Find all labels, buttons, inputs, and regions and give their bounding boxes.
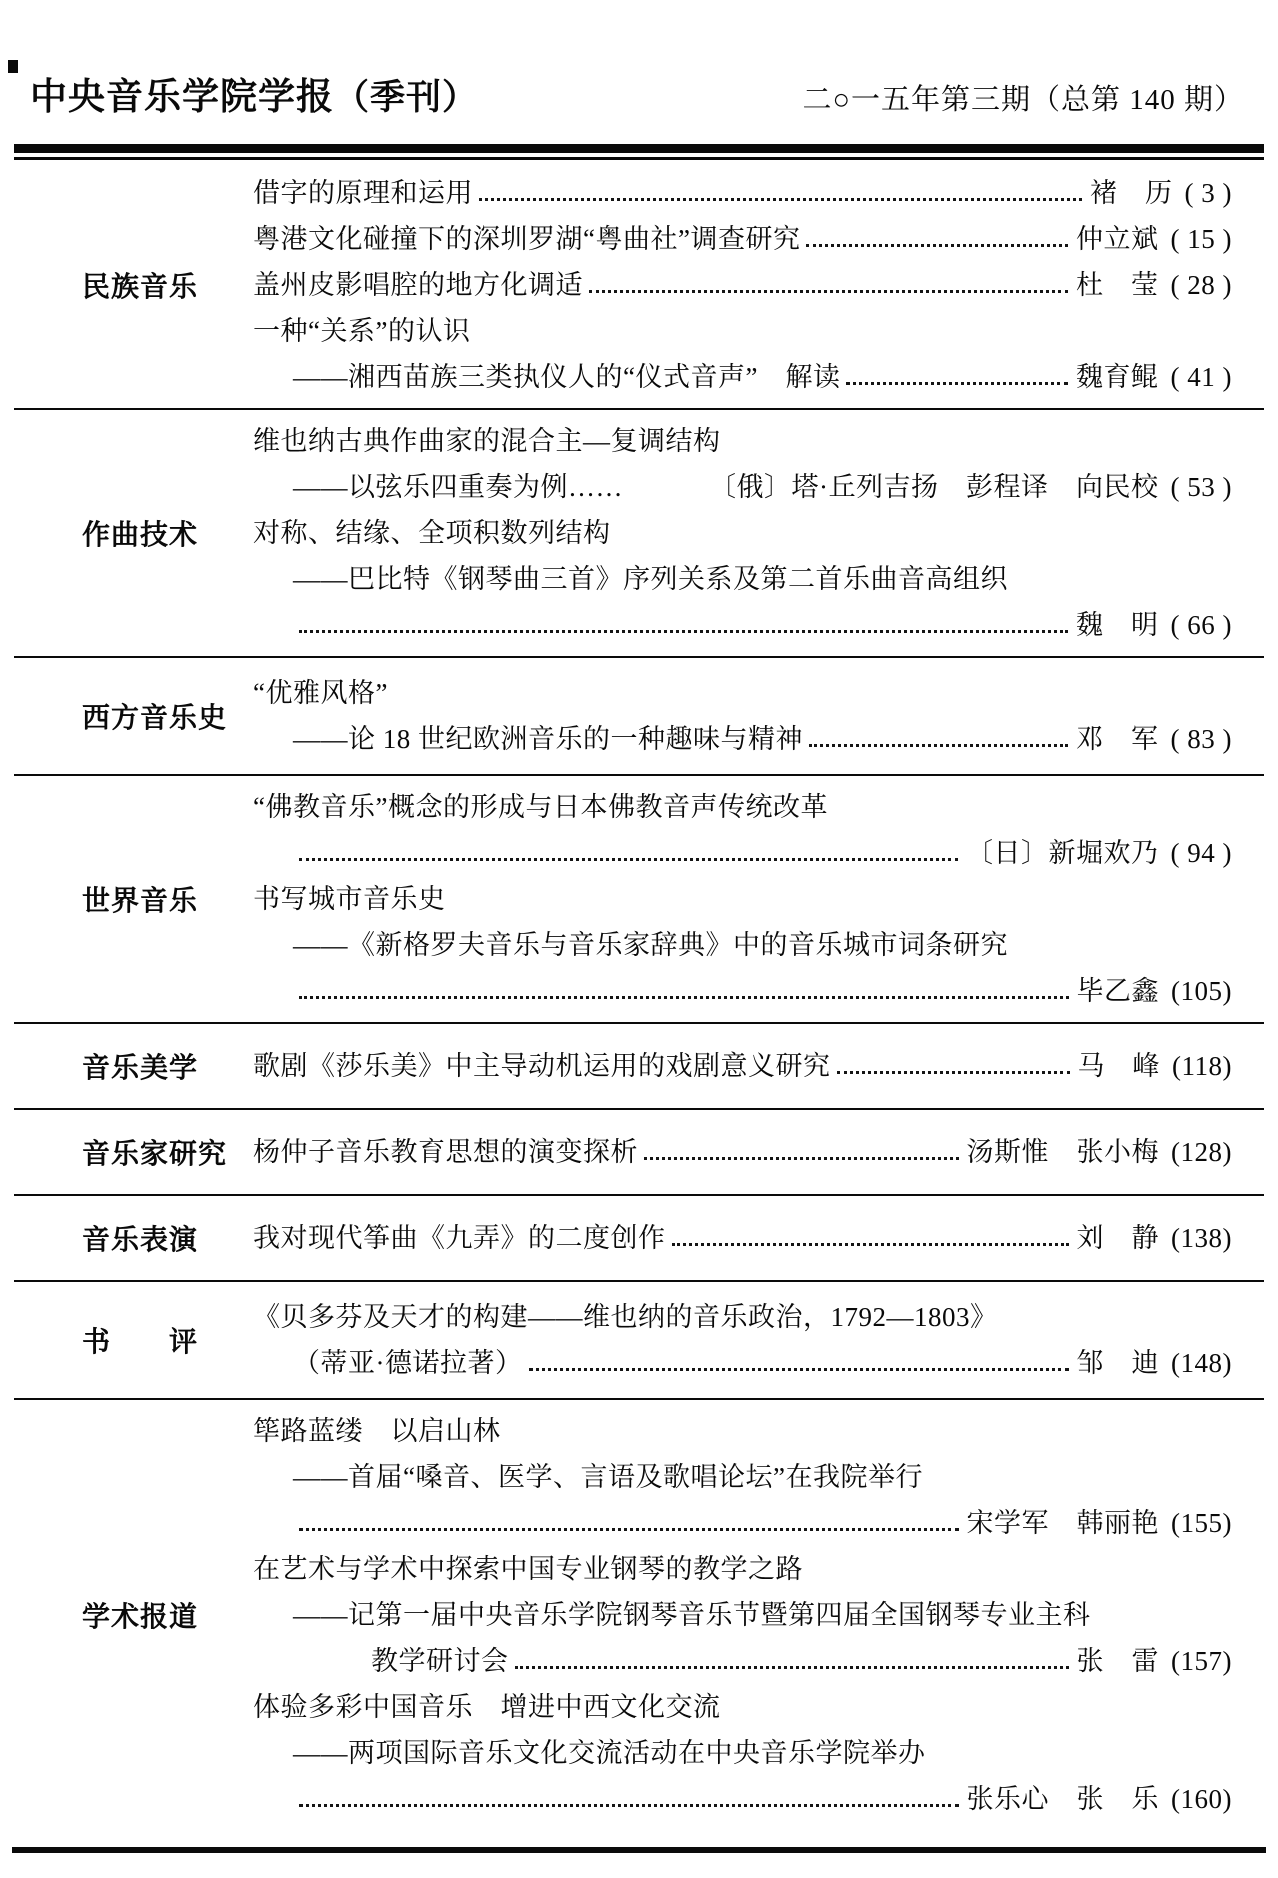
toc-entry-line bbox=[253, 1730, 1232, 1776]
section-label: 学术报道 bbox=[82, 1601, 199, 1632]
toc-entry-line bbox=[253, 1043, 1232, 1089]
dot-leader bbox=[515, 1666, 1069, 1669]
header-divider bbox=[14, 144, 1264, 160]
dot-leader bbox=[806, 244, 1068, 247]
entry-authors: 汤斯惟 张小梅 bbox=[966, 1137, 1160, 1167]
toc-entry-line bbox=[253, 1684, 1232, 1730]
entry-title: 筚路蓝缕 以启山林 bbox=[253, 1416, 501, 1446]
section-entries bbox=[253, 1043, 1232, 1089]
toc-section bbox=[0, 162, 1278, 408]
entry-title: 对称、结缘、全项积数列结构 bbox=[253, 518, 611, 548]
dot-leader bbox=[837, 1071, 1070, 1074]
entry-title: ——《新格罗夫音乐与音乐家辞典》中的音乐城市词条研究 bbox=[293, 930, 1008, 960]
entry-authors: 张乐心 张 乐 bbox=[966, 1784, 1160, 1814]
entry-page-number: ( 15 ) bbox=[1170, 224, 1232, 254]
footer-divider bbox=[12, 1847, 1266, 1853]
entry-title: 体验多彩中国音乐 增进中西文化交流 bbox=[253, 1692, 721, 1722]
entry-authors: 杜 莹 bbox=[1076, 270, 1159, 300]
toc-entry-line bbox=[253, 418, 1232, 464]
toc-entry-line bbox=[253, 1500, 1232, 1546]
entry-title: ——以弦乐四重奏为例…… bbox=[293, 472, 623, 502]
dot-leader bbox=[672, 1243, 1069, 1246]
dot-leader bbox=[644, 1157, 959, 1160]
section-label: 音乐美学 bbox=[82, 1052, 199, 1083]
section-label: 书 评 bbox=[82, 1326, 199, 1357]
dot-leader bbox=[846, 382, 1068, 385]
toc-entry-line bbox=[253, 876, 1232, 922]
toc-entry-line bbox=[253, 1215, 1232, 1261]
toc-section bbox=[0, 1196, 1278, 1280]
entry-title: ——论 18 世纪欧洲音乐的一种趣味与精神 bbox=[293, 724, 803, 754]
entry-page-number: ( 83 ) bbox=[1170, 724, 1232, 754]
toc-entry-line bbox=[253, 556, 1232, 602]
toc-entry-line bbox=[253, 1340, 1232, 1386]
dot-leader bbox=[299, 1528, 959, 1531]
toc-entry-line bbox=[253, 1592, 1232, 1638]
dot-leader bbox=[299, 1804, 959, 1807]
issue-info: 二○一五年第三期（总第 140 期） bbox=[802, 84, 1244, 116]
toc-section bbox=[0, 1282, 1278, 1398]
dot-leader bbox=[479, 198, 1082, 201]
section-label: 音乐家研究 bbox=[82, 1138, 228, 1169]
entry-title: “优雅风格” bbox=[253, 678, 388, 708]
entry-authors: 魏 明 bbox=[1076, 610, 1159, 640]
toc-entry-line bbox=[253, 670, 1232, 716]
toc-entry-line bbox=[253, 1454, 1232, 1500]
toc-entry-line bbox=[253, 1776, 1232, 1822]
entry-title: ——首届“嗓音、医学、言语及歌唱论坛”在我院举行 bbox=[293, 1462, 923, 1492]
entry-authors: 宋学军 韩丽艳 bbox=[966, 1508, 1160, 1538]
section-entries bbox=[253, 670, 1232, 762]
entry-title: 书写城市音乐史 bbox=[253, 884, 446, 914]
toc-entry-line bbox=[253, 1129, 1232, 1175]
entry-page-number: (138) bbox=[1171, 1223, 1232, 1253]
entry-authors: 褚 历 bbox=[1090, 178, 1173, 208]
toc-section bbox=[0, 1024, 1278, 1108]
entry-title: “佛教音乐”概念的形成与日本佛教音声传统改革 bbox=[253, 792, 828, 822]
toc-section bbox=[0, 410, 1278, 656]
entry-page-number: (157) bbox=[1171, 1646, 1232, 1676]
toc-section bbox=[0, 658, 1278, 774]
entry-authors: 毕乙鑫 bbox=[1076, 976, 1160, 1006]
entry-title: 维也纳古典作曲家的混合主—复调结构 bbox=[253, 426, 721, 456]
entry-title: ——记第一届中央音乐学院钢琴音乐节暨第四届全国钢琴专业主科 bbox=[293, 1600, 1091, 1630]
toc-entry-line bbox=[253, 510, 1232, 556]
toc-entry-line bbox=[253, 830, 1232, 876]
entry-authors: 仲立斌 bbox=[1076, 224, 1159, 254]
page-header bbox=[30, 66, 1244, 120]
entry-page-number: ( 3 ) bbox=[1184, 178, 1232, 208]
entry-title: 盖州皮影唱腔的地方化调适 bbox=[253, 270, 583, 300]
section-entries bbox=[253, 170, 1232, 400]
entry-title: ——湘西苗族三类执仪人的“仪式音声” 解读 bbox=[293, 362, 841, 392]
entry-title: 在艺术与学术中探索中国专业钢琴的教学之路 bbox=[253, 1554, 803, 1584]
section-entries bbox=[253, 784, 1232, 1014]
toc-entry-line bbox=[253, 602, 1232, 648]
toc-entry-line bbox=[253, 784, 1232, 830]
entry-title: ——巴比特《钢琴曲三首》序列关系及第二首乐曲音高组织 bbox=[293, 564, 1008, 594]
toc-entry-line bbox=[253, 1546, 1232, 1592]
toc-entry-line bbox=[253, 1408, 1232, 1454]
toc-entry-line bbox=[253, 968, 1232, 1014]
section-label: 西方音乐史 bbox=[82, 702, 228, 733]
toc-sections bbox=[0, 162, 1278, 1830]
entry-page-number: (128) bbox=[1171, 1137, 1232, 1167]
entry-title: 借字的原理和运用 bbox=[253, 178, 473, 208]
toc-entry-line bbox=[253, 464, 1232, 510]
entry-page-number: ( 66 ) bbox=[1170, 610, 1232, 640]
toc-entry-line bbox=[253, 170, 1232, 216]
section-entries bbox=[253, 418, 1232, 648]
entry-authors: 马 峰 bbox=[1077, 1051, 1161, 1081]
toc-entry-line bbox=[253, 216, 1232, 262]
section-entries bbox=[253, 1129, 1232, 1175]
toc-section bbox=[0, 776, 1278, 1022]
toc-entry-line bbox=[253, 1638, 1232, 1684]
toc-entry-line bbox=[253, 716, 1232, 762]
toc-entry-line bbox=[253, 1294, 1232, 1340]
entry-authors: 魏育鲲 bbox=[1076, 362, 1159, 392]
entry-page-number: (155) bbox=[1171, 1508, 1232, 1538]
entry-authors: 邓 军 bbox=[1076, 724, 1159, 754]
journal-title-main: 中央音乐学院学报 bbox=[30, 76, 334, 117]
entry-authors: 〔日〕新堀欢乃 bbox=[966, 838, 1159, 868]
toc-entry-line bbox=[253, 922, 1232, 968]
entry-page-number: ( 41 ) bbox=[1170, 362, 1232, 392]
section-label: 作曲技术 bbox=[82, 519, 199, 550]
entry-page-number: ( 53 ) bbox=[1170, 472, 1232, 502]
dot-leader bbox=[299, 630, 1068, 633]
entry-title: 杨仲子音乐教育思想的演变探析 bbox=[253, 1137, 638, 1167]
journal-title bbox=[30, 66, 478, 120]
toc-entry-line bbox=[253, 308, 1232, 354]
dot-leader bbox=[809, 744, 1068, 747]
entry-title: 粤港文化碰撞下的深圳罗湖“粤曲社”调查研究 bbox=[253, 224, 801, 254]
entry-authors: 张 雷 bbox=[1076, 1646, 1160, 1676]
dot-leader bbox=[529, 1368, 1069, 1371]
dot-leader bbox=[299, 858, 958, 861]
entry-page-number: (105) bbox=[1171, 976, 1232, 1006]
entry-title: （蒂亚·德诺拉著） bbox=[293, 1348, 523, 1378]
section-label: 音乐表演 bbox=[82, 1224, 199, 1255]
dot-leader bbox=[299, 996, 1069, 999]
toc-entry-line bbox=[253, 354, 1232, 400]
header-divider-thick-rule bbox=[14, 144, 1264, 153]
toc-section bbox=[0, 1400, 1278, 1830]
entry-title: 我对现代筝曲《九弄》的二度创作 bbox=[253, 1223, 666, 1253]
entry-page-number: ( 94 ) bbox=[1170, 838, 1232, 868]
entry-authors: 〔俄〕塔·丘列吉扬 彭程译 向民校 bbox=[709, 472, 1159, 502]
section-entries bbox=[253, 1294, 1232, 1386]
entry-title: 一种“关系”的认识 bbox=[253, 316, 471, 346]
entry-authors: 刘 静 bbox=[1076, 1223, 1160, 1253]
dot-leader bbox=[589, 290, 1068, 293]
entry-page-number: (148) bbox=[1171, 1348, 1232, 1378]
entry-authors: 邹 迪 bbox=[1076, 1348, 1160, 1378]
entry-title: ——两项国际音乐文化交流活动在中央音乐学院举办 bbox=[293, 1738, 926, 1768]
scan-artifact bbox=[8, 60, 18, 73]
entry-page-number: ( 28 ) bbox=[1170, 270, 1232, 300]
section-label: 世界音乐 bbox=[82, 885, 199, 916]
journal-title-suffix: （季刊） bbox=[334, 78, 479, 117]
section-entries bbox=[253, 1215, 1232, 1261]
entry-title: 《贝多芬及天才的构建——维也纳的音乐政治，1792—1803》 bbox=[253, 1302, 998, 1332]
section-entries bbox=[253, 1408, 1232, 1822]
toc-section bbox=[0, 1110, 1278, 1194]
section-label: 民族音乐 bbox=[82, 271, 199, 302]
toc-entry-line bbox=[253, 262, 1232, 308]
entry-page-number: (160) bbox=[1171, 1784, 1232, 1814]
entry-title: 教学研讨会 bbox=[371, 1646, 509, 1676]
header-divider-thin-rule bbox=[14, 157, 1264, 160]
entry-title: 歌剧《莎乐美》中主导动机运用的戏剧意义研究 bbox=[253, 1051, 831, 1081]
entry-page-number: (118) bbox=[1172, 1051, 1232, 1081]
